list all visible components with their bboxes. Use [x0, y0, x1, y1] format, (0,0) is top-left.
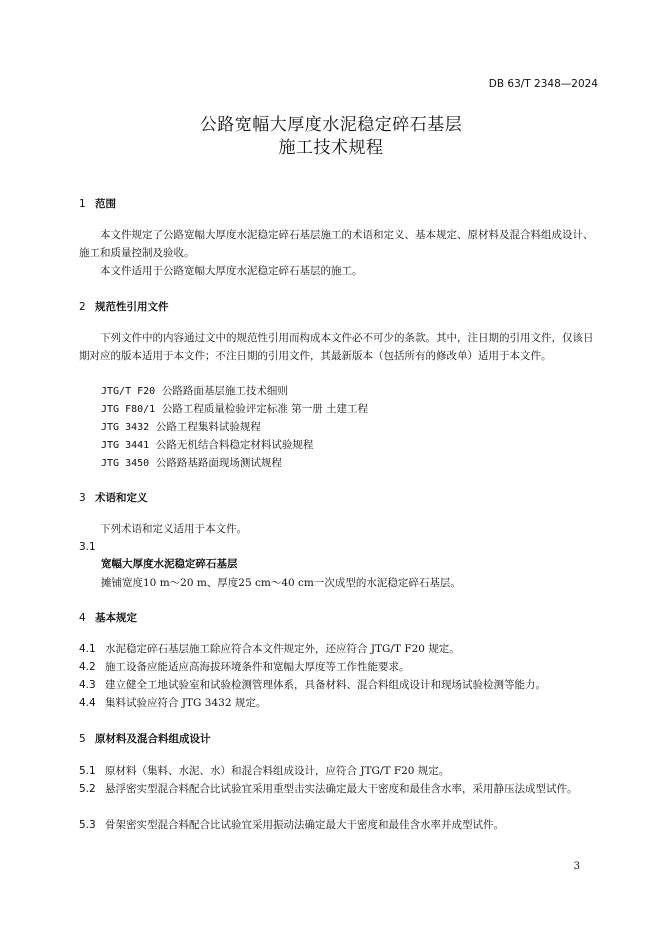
- document-title-line1: 公路宽幅大厚度水泥稳定碎石基层: [199, 115, 463, 135]
- section-number: 2: [79, 301, 86, 313]
- reference-name: 公路工程集料试验规程: [155, 421, 261, 433]
- section-title: 原材料及混合料组成设计: [95, 733, 211, 745]
- reference-item: [101, 383, 288, 398]
- reference-code: JTG 3441: [101, 440, 150, 451]
- section-heading-terms: [79, 490, 148, 505]
- clause-text: 原材料（集料、水泥、水）和混合料组成设计，应符合 JTG/T F20 规定。: [105, 765, 450, 777]
- clause-number: 5.2: [79, 783, 96, 795]
- term-name: 宽幅大厚度水泥稳定碎石基层: [101, 558, 238, 570]
- paragraph: 下列文件中的内容通过文中的规范性引用而构成本文件必不可少的条款。其中，注日期的引用文件，仅该日期对应的版本适用于本文件；不注日期的引用文件，其最新版本（包括所有的修改单）适用于本文件。: [79, 332, 594, 362]
- term-definition: 摊铺宽度10 m～20 m、厚度25 cm～40 cm一次成型的水泥稳定碎石基层。: [101, 577, 461, 589]
- reference-code: JTG/T F20: [101, 386, 156, 397]
- clause-text: 悬浮密实型混合料配合比试验宜采用重型击实法确定最大干密度和最佳含水率，采用静压法成型试件。: [105, 783, 578, 795]
- document-code: DB 63/T 2348—2024: [488, 78, 598, 90]
- section-heading-references: [79, 299, 169, 314]
- clause-item: [79, 658, 599, 676]
- section-number: 3: [79, 492, 86, 504]
- clause-text: 建立健全工地试验室和试验检测管理体系，具备材料、混合料组成设计和现场试验检测等能力。: [105, 679, 546, 691]
- section-title: 规范性引用文件: [95, 301, 169, 313]
- section-number: 4: [79, 612, 86, 624]
- reference-name: 公路路面基层施工技术细则: [161, 385, 288, 397]
- section-number: 5: [79, 733, 86, 745]
- reference-name: 公路路基路面现场测试规程: [155, 457, 282, 469]
- reference-item: [101, 455, 282, 470]
- clause-number: 5.1: [79, 765, 96, 777]
- paragraph: 本文件规定了公路宽幅大厚度水泥稳定碎石基层施工的术语和定义、基本规定、原材料及混合料组成设计、施工和质量控制及验收。: [79, 229, 594, 259]
- section-heading-materials: [79, 731, 211, 746]
- document-title-line2: 施工技术规程: [278, 138, 384, 158]
- clause-text: 施工设备应能适应高海拔环境条件和宽幅大厚度等工作性能要求。: [105, 661, 410, 673]
- paragraph: 下列术语和定义适用于本文件。: [100, 523, 247, 535]
- section-title: 术语和定义: [95, 492, 148, 504]
- page-number: 3: [573, 861, 580, 872]
- term-number: 3.1: [79, 541, 96, 553]
- clause-number: 4.4: [79, 697, 96, 709]
- reference-item: [101, 401, 368, 416]
- reference-item: [101, 419, 261, 434]
- clause-text: 水泥稳定碎石基层施工除应符合本文件规定外，还应符合 JTG/T F20 规定。: [105, 643, 460, 655]
- clause-item: [79, 762, 599, 780]
- clause-number: 5.3: [79, 819, 96, 831]
- clause-item: [79, 640, 599, 658]
- section-title: 基本规定: [95, 612, 137, 624]
- clause-number: 4.3: [79, 679, 96, 691]
- clause-text: 集料试验应符合 JTG 3432 规定。: [105, 697, 267, 709]
- reference-code: JTG 3432: [101, 422, 150, 433]
- reference-item: [101, 437, 313, 452]
- reference-name: 公路工程质量检验评定标准 第一册 土建工程: [161, 403, 369, 415]
- reference-name: 公路无机结合料稳定材料试验规程: [155, 439, 314, 451]
- section-heading-basic-rules: [79, 610, 137, 625]
- section-title: 范围: [95, 198, 116, 210]
- reference-code: JTG F80/1: [101, 404, 156, 415]
- clause-item: [79, 676, 599, 694]
- clause-number: 4.2: [79, 661, 96, 673]
- clause-number: 4.1: [79, 643, 96, 655]
- clause-item: [79, 694, 599, 712]
- clause-text: 骨架密实型混合料配合比试验宜采用振动法确定最大干密度和最佳含水率并成型试件。: [105, 819, 504, 831]
- paragraph: 本文件适用于公路宽幅大厚度水泥稳定碎石基层的施工。: [100, 265, 363, 277]
- reference-code: JTG 3450: [101, 458, 150, 469]
- section-heading-scope: [79, 196, 116, 211]
- clause-item: [79, 816, 599, 834]
- clause-item: [79, 780, 599, 798]
- section-number: 1: [79, 198, 86, 210]
